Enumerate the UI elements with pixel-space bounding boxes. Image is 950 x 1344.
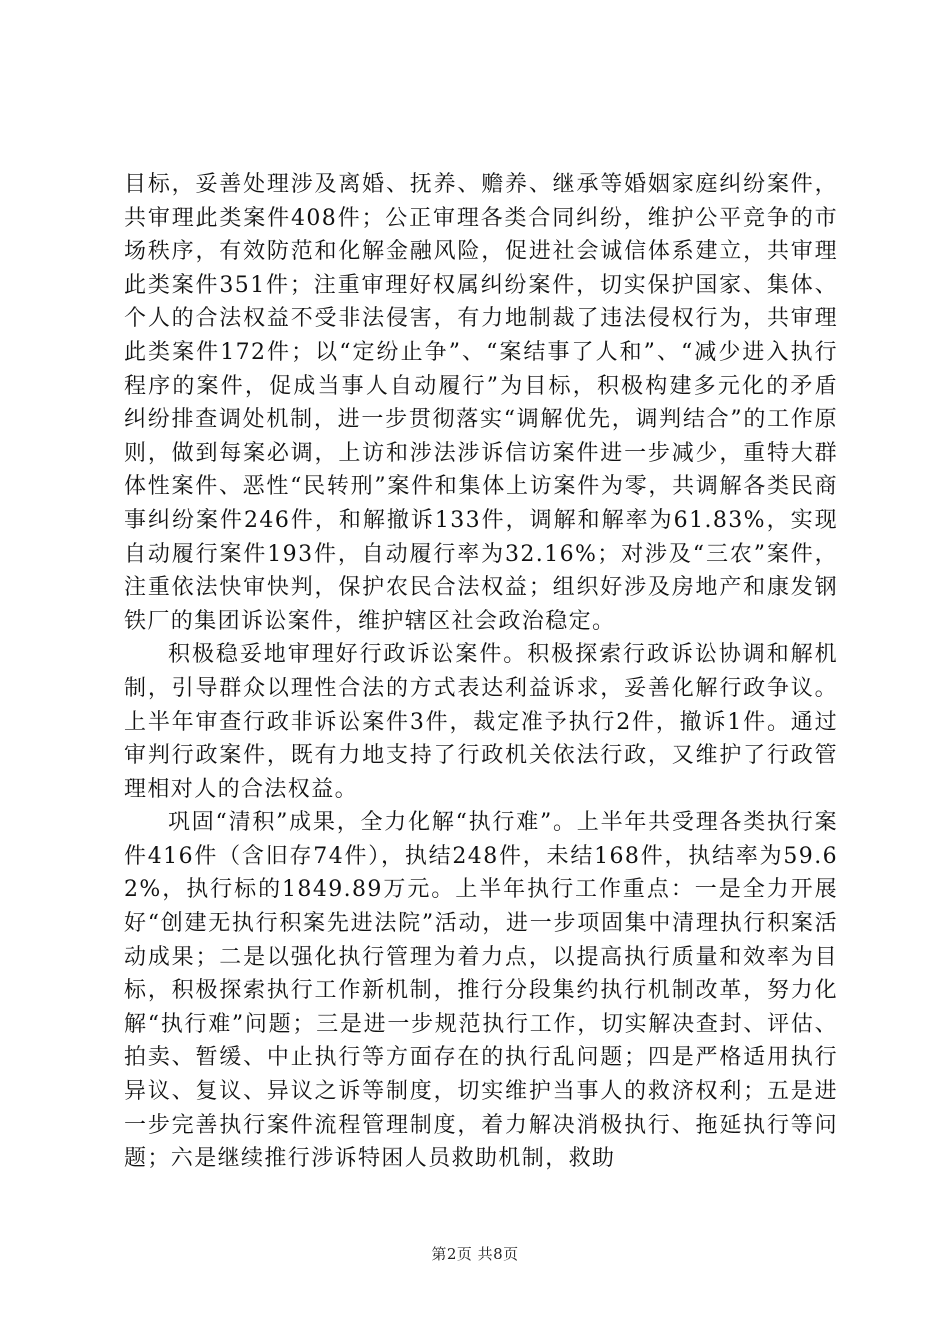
paragraph-civil-cases: 目标，妥善处理涉及离婚、抚养、赡养、继承等婚姻家庭纠纷案件，共审理此类案件408件；公正审理各类合同纠纷，维护公平竞争的市场秩序，有效防范和化解金融风险，促进社会诚信体系建立，共审理此类案件351件；注重审理好权属纠纷案件，切实保护国家、集体、个人的合法权益不受非法侵害，有力地制裁了违法侵权行为，共审理此类案件172件；以“定纷止争”、“案结事了人和”、“减少进入执行程序的案件，促成当事人自动履行”为目标，积极构建多元化的矛盾纠纷排查调处机制，进一步贯彻落实“调解优先，调判结合”的工作原则，做到每案必调，上访和涉法涉诉信访案件进一步减少，重特大群体性案件、恶性“民转刑”案件和集体上访案件为零，共调解各类民商事纠纷案件246件，和解撤诉133件，调解和解率为61.83%，实现自动履行案件193件，自动履行率为32.16%；对涉及“三农”案件，注重依法快审快判，保护农民合法权益；组织好涉及房地产和康发钢铁厂的集团诉讼案件，维护辖区社会政治稳定。 bbox=[124, 172, 838, 634]
page-number-footer: 第2页 共8页 bbox=[431, 1245, 519, 1263]
paragraph-administrative-cases: 积极稳妥地审理好行政诉讼案件。积极探索行政诉讼协调和解机制，引导群众以理性合法的方式表达利益诉求，妥善化解行政争议。上半年审查行政非诉讼案件3件，裁定准予执行2件，撤诉1件。通过审判行政案件，既有力地支持了行政机关依法行政，又维护了行政管理相对人的合法权益。 bbox=[124, 642, 838, 802]
document-body bbox=[124, 168, 838, 1176]
paragraph-enforcement-cases: 巩固“清积”成果，全力化解“执行难”。上半年共受理各类执行案件416件（含旧存74件），执结248件，未结168件，执结率为59.62%，执行标的1849.89万元。上半年执行工作重点：一是全力开展好“创建无执行积案先进法院”活动，进一步项固集中清理执行积案活动成果；二是以强化执行管理为着力点，以提高执行质量和效率为目标，积极探索执行工作新机制，推行分段集约执行机制改革，努力化解“执行难”问题；三是进一步规范执行工作，切实解决查封、评估、拍卖、暂缓、中止执行等方面存在的执行乱问题；四是严格适用执行异议、复议、异议之诉等制度，切实维护当事人的救济权利；五是进一步完善执行案件流程管理制度，着力解决消极执行、拖延执行等问题；六是继续推行涉诉特困人员救助机制，救助 bbox=[124, 810, 838, 1172]
